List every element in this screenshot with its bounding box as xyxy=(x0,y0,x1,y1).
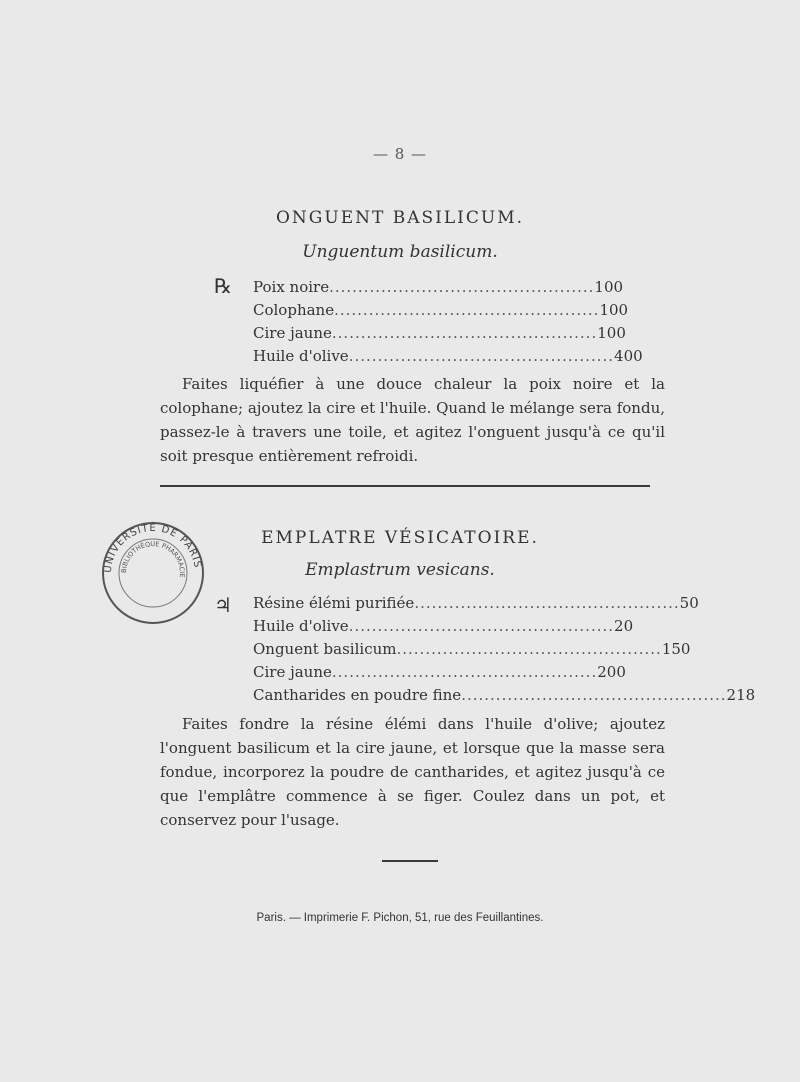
end-rule xyxy=(382,860,438,862)
ingredient-name: Cire jaune xyxy=(253,663,332,681)
leader-dots: .............................................. xyxy=(331,324,598,342)
ingredient-name: Cantharides en poudre fine xyxy=(253,686,462,704)
ingredient-name: Onguent basilicum xyxy=(253,640,397,658)
ingredient-row xyxy=(253,615,634,637)
section2-subtitle: Emplastrum vesicans. xyxy=(305,560,495,580)
recipe-symbol-2: ♃ xyxy=(214,593,232,617)
ingredient-qty: 50 xyxy=(679,594,699,612)
stamp-inner-text: BIBLIOTHÈQUE PHARMACIE xyxy=(119,539,187,578)
section1-title: ONGUENT BASILICUM. xyxy=(275,208,525,228)
section-divider xyxy=(160,485,650,487)
ingredient-row xyxy=(253,299,629,321)
ingredient-qty: 150 xyxy=(661,640,691,658)
ingredient-row xyxy=(253,684,756,706)
ingredient-name: Huile d'olive xyxy=(253,617,349,635)
ingredient-row xyxy=(253,276,624,298)
section2-title: EMPLATRE VÉSICATOIRE. xyxy=(261,528,539,548)
ingredient-name: Résine élémi purifiée xyxy=(253,594,415,612)
recipe-symbol-1: ℞ xyxy=(214,274,232,298)
ingredient-row xyxy=(253,638,691,660)
section1-instructions: Faites liquéfier à une douce chaleur la poix noire et la colophane; ajoutez la cire et l'huile. Quand le mélange sera fondu, passez-le à travers une toile, et agitez l'onguent jusqu'à ce qu'il soit presque entièrement refroidi. xyxy=(160,375,665,465)
ingredient-qty: 100 xyxy=(594,278,624,296)
leader-dots: .............................................. xyxy=(414,594,680,612)
ingredient-qty: 20 xyxy=(614,617,634,635)
ingredient-name: Huile d'olive xyxy=(253,347,349,365)
ingredient-name: Cire jaune xyxy=(253,324,332,342)
ingredient-qty: 400 xyxy=(614,347,643,365)
ingredient-name: Poix noire xyxy=(253,278,330,296)
leader-dots: .............................................. xyxy=(348,617,615,635)
leader-dots: .............................................. xyxy=(396,640,662,658)
section2-instructions: Faites fondre la résine élémi dans l'huile d'olive; ajoutez l'onguent basilicum et la cire jaune, et lorsque que la masse sera fondue, incorporez la poudre de cantharides, et agitez jusqu'à ce que l'emplâtre commence à se figer. Coulez dans un pot, et conservez pour l'usage. xyxy=(160,715,665,829)
ingredient-row xyxy=(253,592,699,614)
ingredient-qty: 100 xyxy=(597,324,626,342)
ingredient-qty: 100 xyxy=(599,301,629,319)
ingredient-row xyxy=(253,661,626,683)
ingredient-qty: 218 xyxy=(726,686,756,704)
ingredient-row xyxy=(253,322,626,344)
printer-imprint: Paris. — Imprimerie F. Pichon, 51, rue des Feuillantines. xyxy=(256,912,544,924)
ingredient-qty: 200 xyxy=(597,663,626,681)
section1-subtitle: Unguentum basilicum. xyxy=(302,242,498,262)
stamp-outer-text: UNIVERSITÉ DE PARIS xyxy=(102,522,203,574)
ingredient-name: Colophane xyxy=(253,301,335,319)
leader-dots: .............................................. xyxy=(331,663,598,681)
leader-dots: .............................................. xyxy=(329,278,595,296)
page-number: — 8 — xyxy=(372,145,428,163)
leader-dots: .............................................. xyxy=(348,347,615,365)
ingredient-row xyxy=(253,345,643,367)
leader-dots: .............................................. xyxy=(461,686,727,704)
leader-dots: .............................................. xyxy=(334,301,600,319)
